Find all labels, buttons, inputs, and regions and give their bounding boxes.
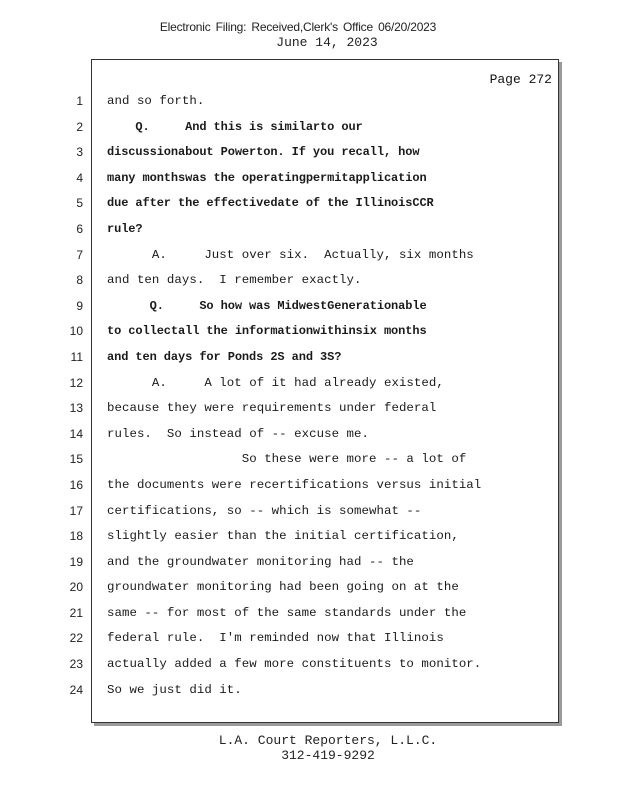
transcript-line: rules. So instead of -- excuse me. [107, 426, 369, 441]
line-number: 5 [76, 196, 83, 211]
transcript-line: the documents were recertifications versus initial [107, 477, 482, 492]
filing-stamp: Electronic Filing: Received,Clerk's Office 06/20/2023 [159, 20, 437, 34]
line-number: 9 [76, 298, 83, 313]
transcript-line: discussionabout Powerton. If you recall, how [107, 145, 420, 160]
line-number-column [0, 89, 91, 703]
transcript-line: because they were requirements under federal [107, 401, 437, 416]
transcript-line: to collectall the informationwithinsix months [107, 324, 427, 339]
transcript-line: and the groundwater monitoring had -- the [107, 554, 414, 569]
line-number: 7 [76, 247, 83, 262]
transcript-line: federal rule. I'm reminded now that Illinois [107, 631, 444, 646]
transcript-line: So these were more -- a lot of [107, 452, 467, 467]
line-number: 17 [69, 503, 83, 518]
line-number: 6 [76, 221, 83, 236]
line-number: 14 [69, 426, 83, 441]
line-number: 20 [69, 580, 83, 595]
transcript-line: and ten days. I remember exactly. [107, 273, 362, 288]
transcript-line: So we just did it. [107, 682, 242, 697]
transcript-line: A. Just over six. Actually, six months [107, 247, 474, 262]
line-number: 18 [69, 529, 83, 544]
transcript-line: Q. So how was MidwestGenerationable [107, 298, 427, 313]
line-number: 1 [76, 94, 83, 108]
transcript-line: Q. And this is similarto our [107, 119, 363, 134]
line-number: 10 [69, 324, 83, 339]
line-number: 23 [69, 657, 83, 672]
transcript-line: certifications, so -- which is somewhat -- [107, 503, 422, 518]
transcript-line: many monthswas the operatingpermitapplication [107, 170, 427, 185]
reporter-footer [0, 733, 618, 763]
line-number: 16 [69, 477, 83, 492]
line-number: 2 [76, 119, 83, 134]
line-number: 13 [69, 401, 83, 416]
page-number: Page 272 [489, 72, 552, 87]
reporter-company: L.A. Court Reporters, L.L.C. [218, 733, 438, 748]
transcript-line: slightly easier than the initial certification, [107, 529, 459, 544]
line-number: 12 [69, 375, 83, 390]
line-number: 15 [69, 452, 83, 467]
line-number: 4 [76, 170, 83, 185]
line-number: 8 [76, 273, 83, 288]
deposition-date: June 14, 2023 [276, 35, 378, 50]
line-number: 21 [69, 605, 83, 620]
line-number: 11 [70, 349, 83, 364]
transcript-line: rule? [107, 221, 143, 236]
reporter-phone: 312-419-9292 [281, 748, 375, 763]
transcript-text [107, 89, 553, 703]
transcript-line: and so forth. [107, 94, 205, 108]
line-number: 24 [69, 682, 83, 697]
transcript-line: A. A lot of it had already existed, [107, 375, 444, 390]
line-number: 19 [69, 554, 83, 569]
transcript-line: and ten days for Ponds 2S and 3S? [107, 349, 342, 364]
transcript-line: due after the effectivedate of the IllinoisCCR [107, 196, 434, 211]
line-number: 22 [69, 631, 83, 646]
transcript-line: groundwater monitoring had been going on at the [107, 580, 459, 595]
transcript-line: actually added a few more constituents to monitor. [107, 657, 482, 672]
transcript-line: same -- for most of the same standards under the [107, 605, 467, 620]
line-number: 3 [76, 145, 83, 160]
